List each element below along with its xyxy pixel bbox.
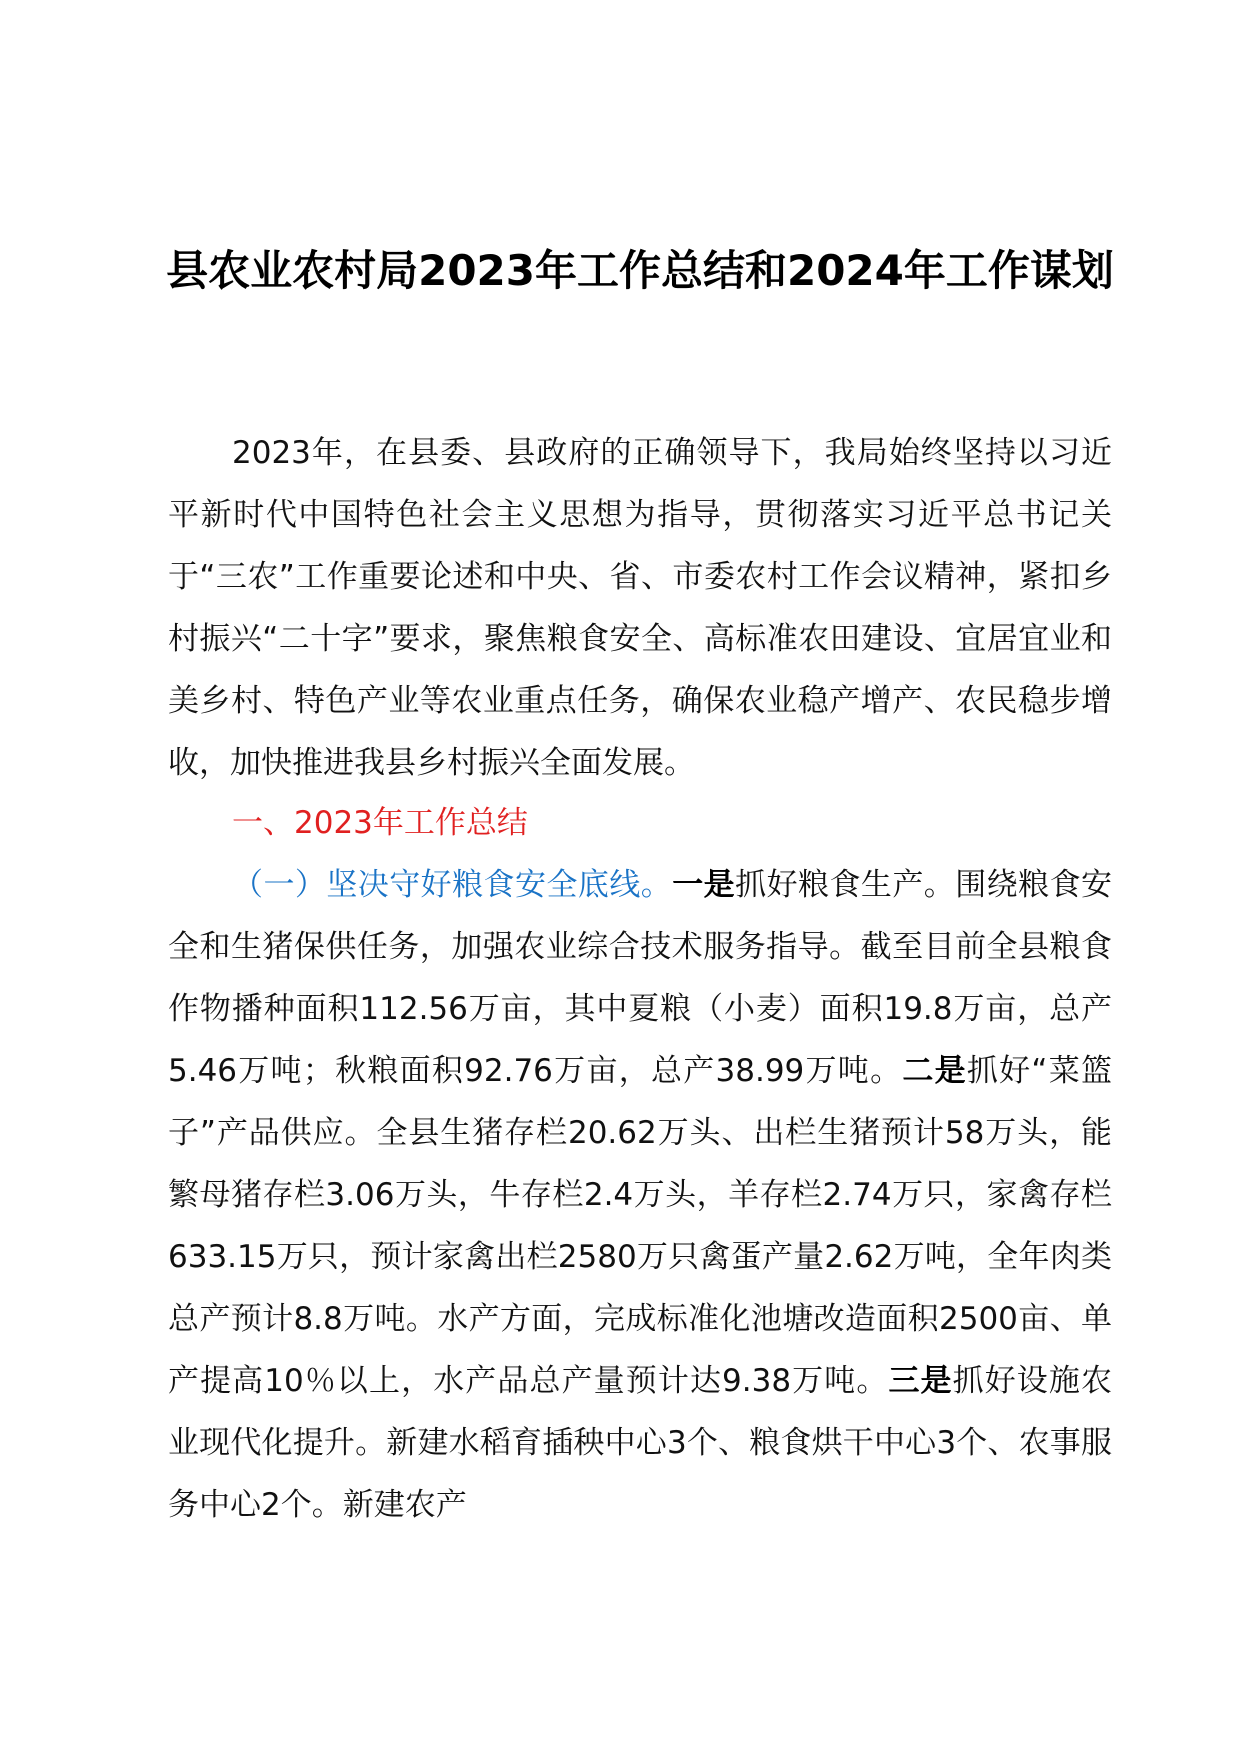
intro-paragraph: 2023年，在县委、县政府的正确领导下，我局始终坚持以习近平新时代中国特色社会主义思想为指导，贯彻落实习近平总书记关于“三农”工作重要论述和中央、省、市委农村工作会议精神，紧扣乡村振兴“二十字”要求，聚焦粮食安全、高标准农田建设、宜居宜业和美乡村、特色产业等农业重点任务，确保农业稳产增产、农民稳步增收，加快推进我县乡村振兴全面发展。 — [168, 435, 1112, 781]
point-text-2: 抓好“菜篮子”产品供应。全县生猪存栏20.62万头、出栏生猪预计58万头，能繁母猪存栏3.06万头，牛存栏2.4万头，羊存栏2.74万只，家禽存栏633.15万只，预计家禽出栏2580万只禽蛋产量2.62万吨，全年肉类总产预计8.8万吨。水产方面，完成标准化池塘改造面积2500亩、单产提高10％以上，水产品总产量预计达9.38万吨。 — [168, 1053, 1113, 1399]
subsection-paragraph — [168, 854, 1112, 1536]
point-label-3: 三是 — [888, 1363, 953, 1399]
point-label-1: 一是 — [672, 867, 736, 903]
section-heading: 一、2023年工作总结 — [232, 805, 528, 841]
point-text-1: 抓好粮食生产。围绕粮食安全和生猪保供任务，加强农业综合技术服务指导。截至目前全县粮食作物播种面积112.56万亩，其中夏粮（小麦）面积19.8万亩，总产5.46万吨；秋粮面积92.76万亩，总产38.99万吨。 — [168, 867, 1113, 1089]
point-label-2: 二是 — [902, 1053, 967, 1089]
subsection-heading: （一）坚决守好粮食安全底线。 — [232, 867, 673, 903]
point-text-3: 抓好设施农业现代化提升。新建水稻育插秧中心3个、粮食烘干中心3个、农事服务中心2个。新建农产 — [168, 1363, 1112, 1523]
document-title: 县农业农村局2023年工作总结和2024年工作谋划 — [166, 246, 1114, 295]
